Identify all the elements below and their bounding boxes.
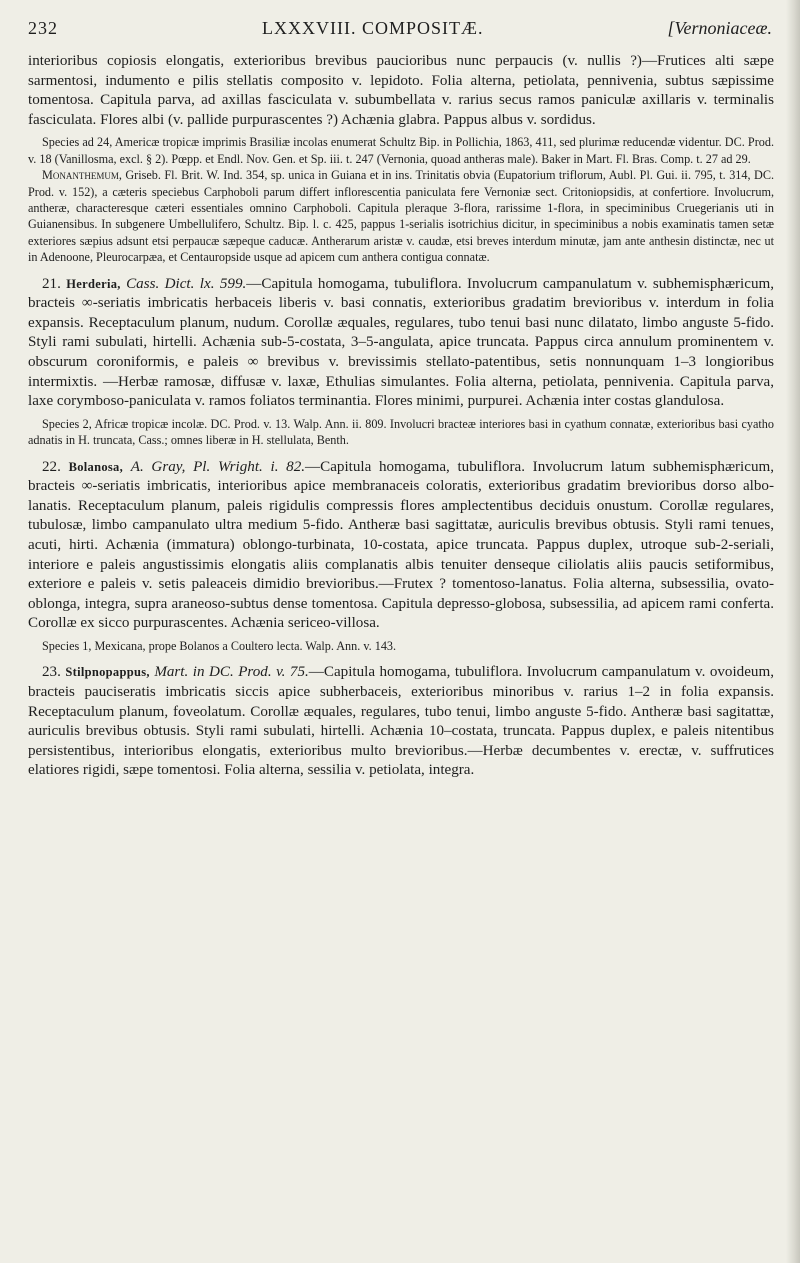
genus-note: Species 2, Africæ tropicæ incolæ. DC. Prod. v. 13. Walp. Ann. ii. 809. Involucri bracteæ interiores basi in cyathum connatæ, exterioribus basi cyatho adnatis in H. truncata, Cass.; omnes liberæ in H. stellulata, Benth. bbox=[28, 416, 774, 448]
genus-description: —Capitula homogama, tubuliflora. Involucrum campanulatum v. subhemisphæricum, bracteis ∞-seriatis imbricatis herbaceis liberis v. basi connatis, exterioribus gradatim brevioribus v. interdum in folia expansis. Receptaculum planum, nudum. Corollæ æquales, regulares, tubo tenui basi nunc dilatato, limbo anguste 5-fido. Styli rami subulati, hirtelli. Achænia sub-5-costata, 3–5-angulata, apice truncata. Pappus circa annulum prominentem v. obscurum coroniformis, e paleis ∞ brevibus v. brevissimis stellato-patentibus, setis nonnunquam 1–3 longioribus intermixtis. —Herbæ ramosæ, diffusæ v. laxæ, Ethulias simulantes. Folia alterna, petiolata, pennivenia. Capitula parva, laxe corymboso-paniculata v. ramos foliatos terminantia. Flores minimi, purpurei. Achænia inter costas glandulosa. bbox=[28, 275, 775, 410]
page-edge-shadow bbox=[786, 0, 800, 1263]
genus-entry-bolanosa bbox=[28, 458, 774, 634]
genus-name: Bolanosa, bbox=[68, 459, 124, 474]
genus-number: 22. bbox=[42, 458, 61, 475]
genus-citation: A. Gray, Pl. Wright. i. 82. bbox=[130, 458, 306, 475]
family-title: [Vernoniaceæ. bbox=[667, 18, 772, 38]
monanthemum-label: Monanthemum, bbox=[42, 168, 122, 183]
genus-number: 23. bbox=[42, 664, 61, 681]
chapter-title: LXXXVIII. COMPOSITÆ. bbox=[262, 18, 484, 38]
monanthemum-text: Griseb. Fl. Brit. W. Ind. 354, sp. unica in Guiana et in ins. Trinitatis obvia (Eupatorium triflorum, Aubl. Pl. Gui. ii. 795, t. 314, DC. Prod. v. 152), a cæteris speciebus Carphoboli parum differt inflorescentia paniculata fere Vernoniæ sect. Critoniopsidis, at confertiore. Involucrum, antheræ, characteresque cæteri essentiales omnino Carphoboli. Capitula pleraque 3-flora, rarissime 1-flora, in speciminibus Cruegerianis uti in Guianensibus. In subgenere Umbellulifero, Schultz. Bip. l. c. 425, pappus 1-serialis isotrichius dicitur, in speciminibus a nobis examinatis tamen setæ exteriores sæpius adsunt etsi perpaucæ sæpeque caducæ. Antherarum aristæ v. caudæ, etsi breves interdum minutæ, jam ante anthesin distinctæ, nec ut in Adenoone, Pleurocarpæa, et Centauropside usque ad apicem cum anthera contigua connatæ. bbox=[28, 168, 774, 265]
genus-description: —Capitula homogama, tubuliflora. Involucrum campanulatum v. ovoideum, bracteis pauciseratis imbricatis siccis apice subherbaceis, exterioribus minoribus v. rarius 1–2 in folia expansis. Receptaculum planum, foveolatum. Corollæ æquales, regulares, tubo tenui, limbo anguste 5-fido. Antheræ basi sagitattæ, auriculis brevibus obtusis. Styli rami subulati, hirtelli. Achænia 10–costata, truncata. Pappus duplex, e paleis nitentibus persistentibus, interioribus elongatis, exterioribus multo brevioribus.—Herbæ decumbentes v. erectæ, v. suffrutices elatiores rigidi, sæpe tomentosi. Folia alterna, sessilia v. petiolata, integra. bbox=[28, 664, 774, 779]
genus-entry-herderia bbox=[28, 275, 774, 412]
monanthemum-note bbox=[28, 167, 774, 265]
genus-citation: Cass. Dict. lx. 599. bbox=[126, 275, 247, 292]
genus-entry-stilpnopappus bbox=[28, 663, 774, 781]
intro-note: Species ad 24, Americæ tropicæ imprimis Brasiliæ incolas enumerat Schultz Bip. in Pollichia, 1863, 411, sed plurimæ reducendæ videntur. DC. Prod. v. 18 (Vanillosma, excl. § 2). Pœpp. et Endl. Nov. Gen. et Sp. iii. t. 247 (Vernonia, quoad antheras male). Baker in Mart. Fl. Bras. Comp. t. 27 ad 29. bbox=[28, 135, 774, 166]
genus-citation: Mart. in DC. Prod. v. 75. bbox=[154, 664, 309, 681]
page-number: 232 bbox=[28, 18, 58, 38]
running-header bbox=[28, 12, 772, 42]
intro-paragraph: interioribus copiosis elongatis, exterioribus brevibus paucioribus nunc perpaucis (v. nullis ?)—Frutices alti sæpe sarmentosi, indumento e pilis stellatis composito v. lepidoto. Folia alterna, petiolata, pennivenia, subtus sæpissime tomentosa. Capitula parva, ad axillas fasciculata v. subumbellata v. rarius secus ramos paniculæ axillaris v. terminalis fasciculata. Flores albi (v. pallide purpurascentes ?) Achænia glabra. Pappus albus v. sordidus. bbox=[28, 53, 774, 128]
genus-name: Herderia, bbox=[66, 276, 121, 291]
genus-number: 21. bbox=[42, 275, 61, 292]
page-body bbox=[28, 52, 774, 781]
genus-name: Stilpnopappus, bbox=[65, 665, 150, 680]
genus-description: —Capitula homogama, tubuliflora. Involucrum latum subhemisphæricum, bracteis ∞-seriatis imbricatis, interioribus apice membranaceis coloratis, exterioribus gradatim brevioribus dorso albo-lanatis. Receptaculum planum, paleis rigidulis compressis flores amplectentibus deciduis onustum. Corollæ regulares, tubulosæ, limbo campanulato ultra medium 5-fido. Antheræ basi sagittatæ, auriculis brevibus obtusis. Styli rami tenues, acuti, hirti. Achænia (immatura) oblongo-turbinata, 10-costata, apice truncata. Pappus duplex, utroque sub-2-seriali, interiore e paleis angustissimis elongatis aliis complanatis albis tenuiter denseque ciliolatis aliis paucis setiformibus, exteriore e paleis v. setis paleaceis dimidio brevioribus.—Frutex ? tomentoso-lanatus. Folia alterna, subsessilia, ovato-oblonga, integra, supra araneoso-subtus dense tomentosa. Capitula depresso-globosa, subsessilia, ad apicem rami conferta. Corollæ ex sicco purpurascentes. Achænia sericeo-villosa. bbox=[28, 458, 775, 632]
genus-note: Species 1, Mexicana, prope Bolanos a Coultero lecta. Walp. Ann. v. 143. bbox=[42, 638, 397, 653]
